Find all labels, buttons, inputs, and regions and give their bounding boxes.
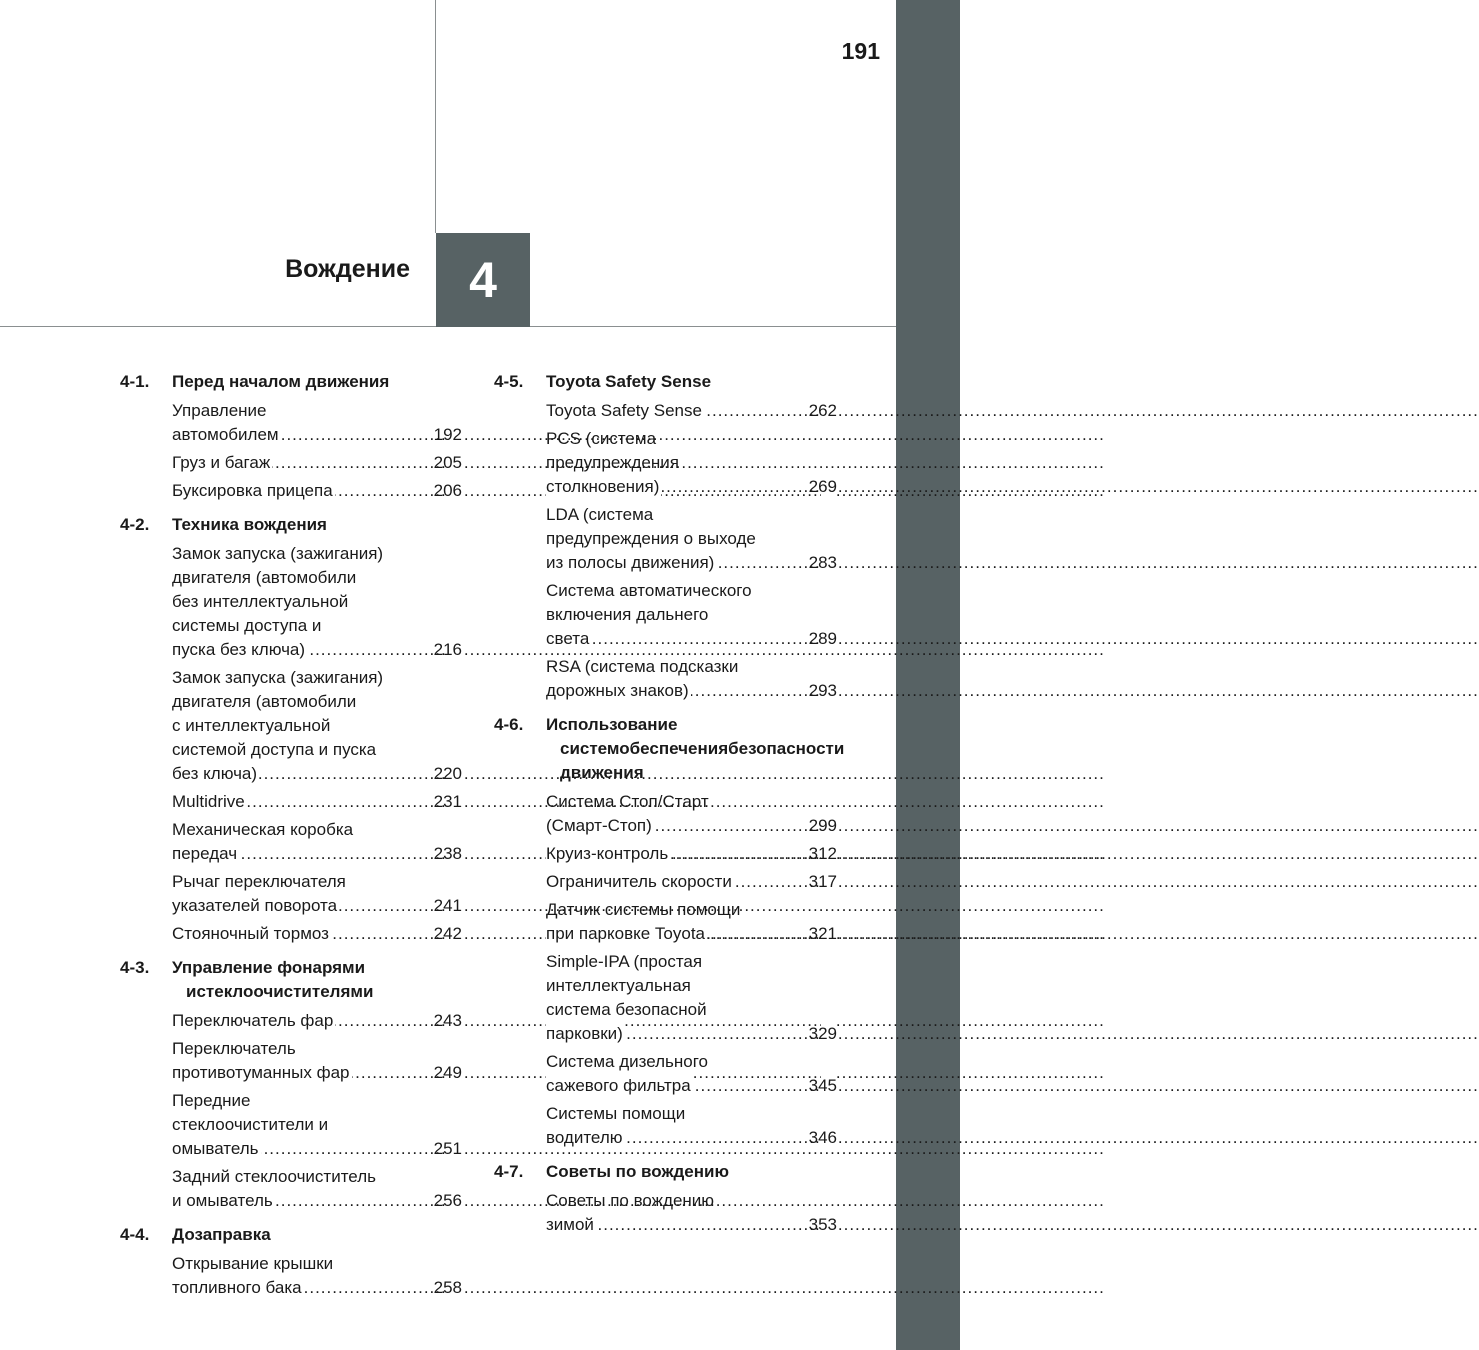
toc-entry-leader-line bbox=[172, 638, 462, 662]
toc-entry-title: из полосы движения) bbox=[546, 553, 715, 572]
toc-entry-page: 241 bbox=[446, 894, 462, 918]
toc-section-heading bbox=[120, 513, 462, 537]
toc-section-number: 4-4. bbox=[120, 1225, 150, 1244]
toc-entry[interactable] bbox=[494, 842, 837, 866]
toc-section-number: 4-3. bbox=[120, 958, 150, 977]
toc-entry[interactable] bbox=[494, 427, 837, 499]
toc-section-heading bbox=[494, 713, 845, 785]
toc-entry-title: (Смарт-Стоп) bbox=[546, 816, 652, 835]
toc-entry-title: Multidrive bbox=[172, 792, 245, 811]
toc-entry-line: Задний стеклоочиститель bbox=[172, 1167, 376, 1186]
toc-entry-leader-line bbox=[546, 870, 837, 894]
toc-entry-title: противотуманных фар bbox=[172, 1063, 350, 1082]
toc-entry-page: 312 bbox=[821, 842, 837, 866]
toc-entry-page: 205 bbox=[446, 451, 462, 475]
toc-entry-page: 231 bbox=[446, 790, 462, 814]
chapter-number-box bbox=[436, 233, 530, 327]
toc-entry-page: 243 bbox=[446, 1009, 462, 1033]
toc-entry-leader-line bbox=[172, 922, 462, 946]
toc-entry-leader-line bbox=[546, 922, 837, 946]
toc-section-title-line: обеспечения bbox=[619, 739, 729, 758]
toc-entry[interactable] bbox=[494, 790, 837, 838]
toc-entry[interactable] bbox=[494, 898, 837, 946]
toc-section-title-line: Перед началом движения bbox=[172, 372, 390, 391]
toc-section-title-line: безопасности движения bbox=[560, 739, 845, 782]
toc-entry-leader-line bbox=[546, 1022, 837, 1046]
toc-entry-line: RSA (система подсказки bbox=[546, 657, 739, 676]
toc-entry-line: PCS (система bbox=[546, 429, 657, 448]
toc-entry-leader-line bbox=[546, 1074, 837, 1098]
toc-entry-line: предупреждения о выходе bbox=[546, 529, 756, 548]
toc-right-column bbox=[494, 370, 845, 1241]
toc-entry-line: Simple-IPA (простая bbox=[546, 952, 703, 971]
toc-entry-title: Переключатель фар bbox=[172, 1011, 334, 1030]
toc-entry-leader-line bbox=[172, 762, 462, 786]
toc-entry-page: 289 bbox=[821, 627, 837, 651]
toc-entry-title: Ограничитель скорости bbox=[546, 872, 732, 891]
toc-entry-line: без интеллектуальной bbox=[172, 592, 349, 611]
toc-entry-line: Управление bbox=[172, 401, 267, 420]
toc-entry[interactable] bbox=[494, 1102, 837, 1150]
toc-entry-title: пуска без ключа) bbox=[172, 640, 306, 659]
toc-section-title-line: Управление фонарями и bbox=[172, 958, 366, 1001]
toc-entry-line: с интеллектуальной bbox=[172, 716, 331, 735]
toc-entry-page: 192 bbox=[446, 423, 462, 447]
toc-entry[interactable] bbox=[494, 579, 837, 651]
toc-section-heading bbox=[494, 1160, 837, 1184]
toc-entry-page: 249 bbox=[446, 1061, 462, 1085]
toc-section-title bbox=[546, 713, 845, 785]
toc-section-title bbox=[172, 1223, 462, 1247]
toc-entry[interactable] bbox=[120, 870, 462, 918]
toc-entry-title: Стояночный тормоз bbox=[172, 924, 329, 943]
toc-entry-line: Переключатель bbox=[172, 1039, 296, 1058]
header-vertical-rule bbox=[435, 0, 436, 233]
toc-entry-page: 346 bbox=[821, 1126, 837, 1150]
toc-entry-line: Рычаг переключателя bbox=[172, 872, 346, 891]
toc-section-number: 4-6. bbox=[494, 715, 524, 734]
page-number: 191 bbox=[841, 38, 880, 64]
toc-entry-title: Груз и багаж bbox=[172, 453, 271, 472]
toc-entry-line: Датчик системы помощи bbox=[546, 900, 741, 919]
toc-section-title bbox=[546, 370, 837, 394]
chapter-title: Вождение bbox=[285, 255, 410, 283]
toc-entry-line: Передние bbox=[172, 1091, 251, 1110]
toc-section-title-line: стеклоочистителями bbox=[196, 982, 374, 1001]
toc-entry-leader-line bbox=[546, 627, 837, 651]
toc-entry-leader-line bbox=[546, 679, 837, 703]
toc-entry-title: передач bbox=[172, 844, 238, 863]
toc-entry-line: двигателя (автомобили bbox=[172, 568, 357, 587]
chapter-number: 4 bbox=[469, 252, 497, 308]
toc-entry-title: дорожных знаков) bbox=[546, 681, 689, 700]
toc-entry-line: Замок запуска (зажигания) bbox=[172, 544, 384, 563]
toc-section-heading bbox=[120, 370, 462, 394]
toc-entry-page: 353 bbox=[821, 1213, 837, 1237]
toc-entry-page: 206 bbox=[446, 479, 462, 503]
toc-entry-leader-line bbox=[546, 399, 837, 423]
toc-entry-line: Механическая коробка bbox=[172, 820, 354, 839]
toc-entry-page: 238 bbox=[446, 842, 462, 866]
toc-section-title-line: Использование систем bbox=[546, 715, 678, 758]
toc-entry-line: Система Стоп/Старт bbox=[546, 792, 709, 811]
toc-entry-title: Toyota Safety Sense bbox=[546, 401, 702, 420]
toc-entry[interactable] bbox=[494, 1189, 837, 1237]
toc-entry[interactable] bbox=[120, 1089, 462, 1161]
toc-entry-title: водителю bbox=[546, 1128, 623, 1147]
toc-entry-leader-line bbox=[546, 475, 837, 499]
toc-entry-line: Система автоматического bbox=[546, 581, 752, 600]
toc-entry-title: света bbox=[546, 629, 590, 648]
toc-entry-leader-line bbox=[172, 1276, 462, 1300]
toc-entry-page: 283 bbox=[821, 551, 837, 575]
toc-entry-leader-line bbox=[546, 551, 837, 575]
toc-entry-line: Системы помощи bbox=[546, 1104, 686, 1123]
toc-entry-title: парковки) bbox=[546, 1024, 623, 1043]
toc-section-number: 4-5. bbox=[494, 372, 524, 391]
toc-entry-page: 220 bbox=[446, 762, 462, 786]
toc-entry-leader-line bbox=[172, 1009, 462, 1033]
toc-section-title-line: Дозаправка bbox=[172, 1225, 271, 1244]
toc-entry[interactable] bbox=[494, 870, 837, 894]
toc-entry-title: и омыватель bbox=[172, 1191, 273, 1210]
toc-entry-line: системой доступа и пуска bbox=[172, 740, 377, 759]
toc-entry-title: без ключа) bbox=[172, 764, 258, 783]
toc-section-number: 4-1. bbox=[120, 372, 150, 391]
toc-entry[interactable] bbox=[120, 1037, 462, 1085]
toc-entry-leader-line bbox=[172, 894, 462, 918]
toc-entry-title: Буксировка прицепа bbox=[172, 481, 333, 500]
toc-entry-page: 242 bbox=[446, 922, 462, 946]
toc-entry-leader-line bbox=[172, 479, 462, 503]
toc-entry-title: Круиз-контроль bbox=[546, 844, 669, 863]
toc-entry[interactable] bbox=[120, 666, 462, 786]
toc-entry-leader-line bbox=[172, 842, 462, 866]
toc-section-title-line: Техника вождения bbox=[172, 515, 327, 534]
toc-section-heading bbox=[494, 370, 837, 394]
toc-entry-title: топливного бака bbox=[172, 1278, 302, 1297]
toc-entry[interactable] bbox=[120, 451, 462, 475]
toc-entry[interactable] bbox=[120, 399, 462, 447]
toc-entry-line: система безопасной bbox=[546, 1000, 707, 1019]
toc-entry-line: Открывание крышки bbox=[172, 1254, 334, 1273]
toc-entry-line: интеллектуальная bbox=[546, 976, 691, 995]
toc-entry-page: 251 bbox=[446, 1137, 462, 1161]
toc-entry[interactable] bbox=[120, 922, 462, 946]
toc-section-number: 4-7. bbox=[494, 1162, 524, 1181]
toc-left-column bbox=[120, 370, 462, 1304]
toc-entry-page: 256 bbox=[446, 1189, 462, 1213]
toc-entry-title: столкновения) bbox=[546, 477, 660, 496]
toc-entry-page: 293 bbox=[821, 679, 837, 703]
toc-entry[interactable] bbox=[494, 399, 837, 423]
toc-entry-leader-line bbox=[172, 451, 462, 475]
toc-section-title bbox=[172, 513, 462, 537]
toc-entry-title: омыватель bbox=[172, 1139, 259, 1158]
toc-entry-page: 262 bbox=[821, 399, 837, 423]
toc-entry-line: Система дизельного bbox=[546, 1052, 708, 1071]
toc-section-title bbox=[172, 956, 462, 1004]
toc-section-title bbox=[546, 1160, 837, 1184]
toc-section-heading bbox=[120, 956, 462, 1004]
toc-entry[interactable] bbox=[494, 950, 837, 1046]
toc-entry-page: 269 bbox=[821, 475, 837, 499]
toc-entry[interactable] bbox=[494, 655, 837, 703]
toc-entry-leader-line bbox=[546, 814, 837, 838]
toc-section-number: 4-2. bbox=[120, 515, 150, 534]
toc-entry[interactable] bbox=[120, 1009, 462, 1033]
toc-entry-title: сажевого фильтра bbox=[546, 1076, 691, 1095]
toc-entry-leader-line bbox=[172, 1189, 462, 1213]
toc-entry[interactable] bbox=[120, 818, 462, 866]
toc-entry-leader-line bbox=[546, 842, 837, 866]
toc-entry-line: включения дальнего bbox=[546, 605, 709, 624]
toc-entry[interactable] bbox=[120, 1252, 462, 1300]
toc-entry-leader-line bbox=[172, 1061, 462, 1085]
toc-section-heading bbox=[120, 1223, 462, 1247]
toc-entry-leader-line bbox=[172, 790, 462, 814]
toc-entry[interactable] bbox=[120, 1165, 462, 1213]
toc-entry-line: Советы по вождению bbox=[546, 1191, 715, 1210]
toc-entry[interactable] bbox=[120, 542, 462, 662]
toc-entry-page: 345 bbox=[821, 1074, 837, 1098]
toc-entry[interactable] bbox=[120, 479, 462, 503]
toc-entry-line: Замок запуска (зажигания) bbox=[172, 668, 384, 687]
toc-entry-page: 216 bbox=[446, 638, 462, 662]
toc-entry-title: автомобилем bbox=[172, 425, 279, 444]
toc-entry-line: предупреждения bbox=[546, 453, 679, 472]
toc-section-title bbox=[172, 370, 462, 394]
toc-entry[interactable] bbox=[494, 503, 837, 575]
toc-entry-page: 329 bbox=[821, 1022, 837, 1046]
toc-entry-line: стеклоочистители и bbox=[172, 1115, 329, 1134]
toc-entry-line: LDA (система bbox=[546, 505, 654, 524]
toc-entry-leader-line bbox=[546, 1126, 837, 1150]
toc-entry[interactable] bbox=[120, 790, 462, 814]
toc-entry-page: 299 bbox=[821, 814, 837, 838]
toc-entry-line: системы доступа и bbox=[172, 616, 322, 635]
toc-entry-page: 317 bbox=[821, 870, 837, 894]
toc-entry-title: указателей поворота bbox=[172, 896, 338, 915]
toc-entry-leader-line bbox=[172, 423, 462, 447]
toc-entry-title: при парковке Toyota bbox=[546, 924, 706, 943]
toc-entry-line: двигателя (автомобили bbox=[172, 692, 357, 711]
toc-entry-leader-line bbox=[172, 1137, 462, 1161]
toc-section-title-line: Toyota Safety Sense bbox=[546, 372, 712, 391]
toc-entry-page: 321 bbox=[821, 922, 837, 946]
toc-section-title-line: Советы по вождению bbox=[546, 1162, 729, 1181]
toc-entry-title: зимой bbox=[546, 1215, 594, 1234]
toc-entry[interactable] bbox=[494, 1050, 837, 1098]
toc-entry-page: 258 bbox=[446, 1276, 462, 1300]
toc-entry-leader-line bbox=[546, 1213, 837, 1237]
